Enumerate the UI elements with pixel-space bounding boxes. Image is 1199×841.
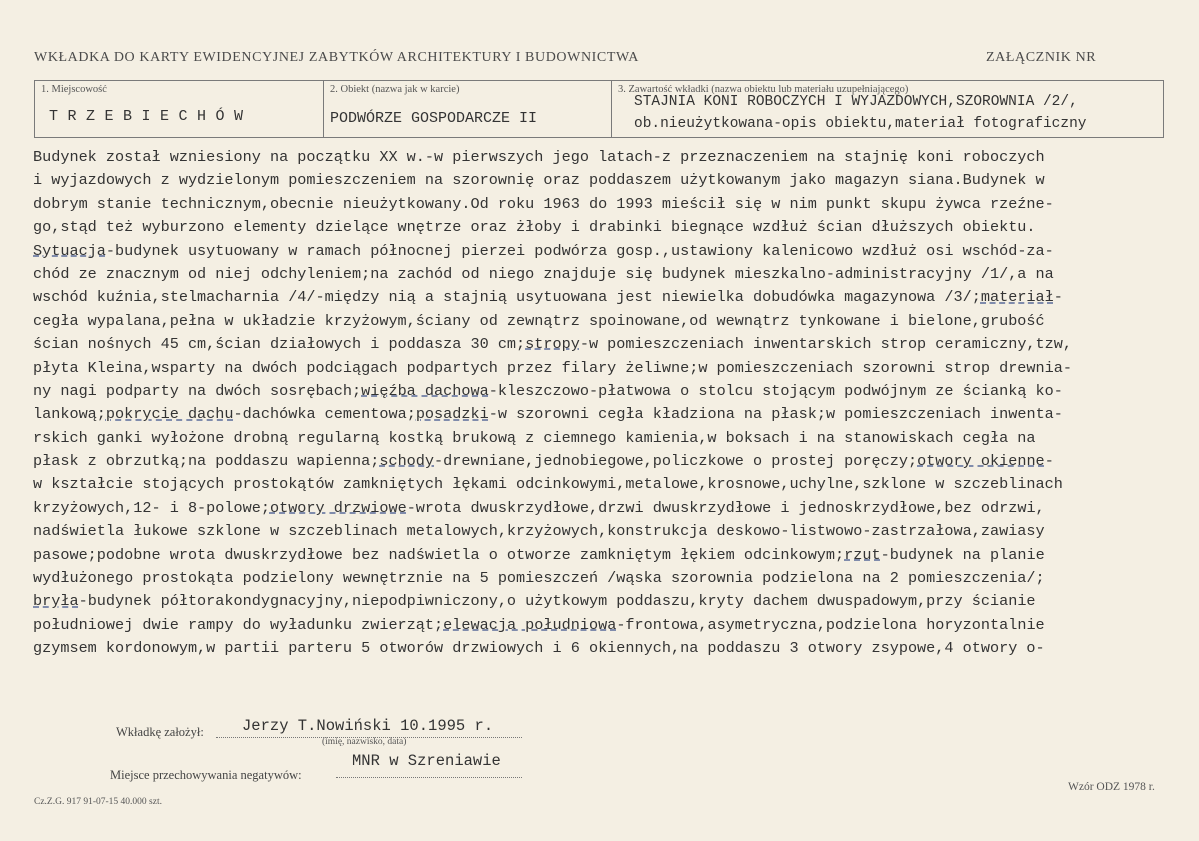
text-segment: -drewniane,jednobiegowe,policzkowe o prostej poręczy; [434,452,918,471]
text-segment: wschód kuźnia,stelmacharnia /4/-między nią a stajnią usytuowana jest niewielka dobudówka magazynowa /3/; [33,288,981,307]
text-segment: rskich ganki wyłożone drobną regularną kostką brukową z ciemnego kamienia,w boksach i na stanowiskach cegła na [33,428,1036,447]
annex-number-label: ZAŁĄCZNIK NR [986,50,1097,65]
content-value-line-2: ob.nieużytkowana-opis obiektu,materiał fotograficzny [634,116,1087,132]
object-label: 2. Obiekt (nazwa jak w karcie) [330,84,460,95]
text-segment: -w szorowni cegła kładziona na płask;w pomieszczeniach inwenta- [488,405,1063,424]
text-line [33,473,1173,496]
text-segment: -budynek na planie [880,545,1045,564]
text-segment: płask z obrzutką;na poddaszu wapienna; [33,452,380,471]
text-line [33,590,1173,613]
text-line [33,193,1173,216]
creator-value: Jerzy T.Nowiński 10.1995 r. [242,717,494,735]
text-segment: południowej dwie rampy do wyładunku zwierząt; [33,615,444,634]
section-heading: posadzki [415,405,489,424]
text-line [33,544,1173,567]
text-segment: dobrym stanie technicznym,obecnie nieużytkowany.Od roku 1963 do 1993 mieścił się w nim punkt skupu żywca rzeźne- [33,194,1054,213]
text-segment: ny nagi podparty na dwóch sosrębach; [33,381,362,400]
locality-label: 1. Miejscowość [41,84,107,95]
text-line [33,263,1173,286]
text-segment: pasowe;podobne wrota dwuskrzydłowe bez nadświetla o otworze zamkniętym łękiem odcinkowym; [33,545,845,564]
text-segment: -frontowa,asymetryczna,podzielona horyzontalnie [616,615,1045,634]
text-segment: wydłużonego prostokąta podzielony wewnętrznie na 5 pomieszczeń /wąska szorownia podzielona na 2 pomieszczenia/; [33,569,1045,588]
negatives-label: Miejsce przechowywania negatywów: [110,768,302,782]
text-line [33,310,1173,333]
text-segment: - [1044,452,1054,471]
text-line [33,286,1173,309]
text-segment: -budynek usytuowany w ramach północnej pierzei podwórza gosp.,ustawiony kalenicowo wzdłuż osi wschód-za- [105,241,1054,260]
negatives-value: MNR w Szreniawie [352,752,501,770]
text-line [33,520,1173,543]
text-segment: nadświetla łukowe szklone w szczeblinach metalowych,krzyżowych,konstrukcja deskowo-listwowo-zastrzałowa,zawiasy [33,522,1045,541]
text-line [33,427,1173,450]
text-segment: -budynek półtorakondygnacyjny,niepodpiwniczony,o użytkowym poddaszu,kryty dachem dwuspadowym,przy ścianie [78,592,1036,611]
section-heading: Sytuacja [33,241,106,260]
section-heading: materiał [980,288,1054,307]
content-cell [612,81,1163,137]
locality-cell [35,81,324,137]
section-heading: elewacja południowa [443,615,617,634]
text-line [33,240,1173,263]
section-heading: więźba dachowa [361,381,489,400]
text-line [33,146,1173,169]
section-heading: stropy [525,335,580,354]
object-value: PODWÓRZE GOSPODARCZE II [330,110,538,127]
description-body [33,146,1173,661]
text-segment: gzymsem kordonowym,w partii parteru 5 otworów drzwiowych i 6 okiennych,na poddaszu 3 otwory zsypowe,4 otwory o- [33,639,1045,658]
text-segment: - [1053,288,1063,307]
section-heading: pokrycie dachu [105,405,234,424]
locality-value: TRZEBIECHÓW [49,108,253,125]
section-heading: rzut [844,545,881,564]
text-segment: lankową; [33,405,106,424]
form-pattern-label: Wzór ODZ 1978 r. [1068,781,1155,793]
content-label: 3. Zawartość wkładki (nazwa obiektu lub materiału uzupełniającego) [618,84,909,95]
negatives-dotted-line [336,777,522,778]
text-segment: go,stąd też wyburzono elementy dzielące wnętrze oraz żłoby i drabinki biegnące wzdłuż ścian dłuższych obiektu. [33,218,1036,237]
text-segment: płyta Kleina,wsparty na dwóch podciągach podpartych przez filary żeliwne;w pomieszczeniach szorowni strop drewnia- [33,358,1072,377]
creator-label: Wkładkę założył: [116,725,204,739]
text-line [33,567,1173,590]
text-segment: -w pomieszczeniach inwentarskich strop ceramiczny,tzw, [579,335,1072,354]
text-segment: chód ze znacznym od niej odchyleniem;na zachód od niego znajduje się budynek mieszkalno-administracyjny /1/,a na [33,264,1054,283]
text-line [33,497,1173,520]
text-segment: -wrota dwuskrzydłowe,drzwi dwuskrzydłowe i jednoskrzydłowe,bez odrzwi, [406,498,1045,517]
section-heading: bryła [33,592,79,611]
text-line [33,169,1173,192]
text-line [33,216,1173,239]
text-line [33,637,1173,660]
text-line [33,450,1173,473]
section-heading: otwory okienne [917,452,1045,471]
text-segment: w kształcie stojących prostokątów zamkniętych łękami odcinkowymi,metalowe,krosnowe,uchylne,szklone w szczeblinach [33,475,1063,494]
text-line [33,403,1173,426]
text-line [33,357,1173,380]
print-code: Cz.Z.G. 917 91-07-15 40.000 szt. [34,797,162,807]
content-value-line-1: STAJNIA KONI ROBOCZYCH I WYJAZDOWYCH,SZOROWNIA /2/, [634,94,1078,110]
text-segment: ścian nośnych 45 cm,ścian działowych i poddasza 30 cm; [33,335,526,354]
section-heading: schody [379,452,435,471]
text-line [33,333,1173,356]
form-title: WKŁADKA DO KARTY EWIDENCYJNEJ ZABYTKÓW ARCHITEKTURY I BUDOWNICTWA [34,50,639,65]
text-line [33,380,1173,403]
text-segment: i wyjazdowych z wydzielonym pomieszczeniem na szorownię oraz poddaszem użytkowanym jako magazyn siana.Budynek w [33,171,1045,190]
text-segment: -kleszczowo-płatwowa o stolcu stojącym podwójnym ze ścianką ko- [488,381,1063,400]
text-segment: cegła wypalana,pełna w układzie krzyżowym,ściany od zewnątrz spoinowane,od wewnątrz tynkowane i bielone,grubość [33,311,1045,330]
text-segment: krzyżowych,12- i 8-polowe; [33,498,270,517]
section-heading: otwory drzwiowe [269,498,407,517]
header-table [34,80,1164,138]
text-segment: -dachówka cementowa; [233,405,416,424]
text-line [33,614,1173,637]
object-cell [324,81,612,137]
creator-caption: (imię, nazwisko, data) [322,737,407,747]
text-segment: Budynek został wzniesiony na początku XX w.-w pierwszych jego latach-z przeznaczeniem na stajnię koni roboczych [33,148,1045,166]
